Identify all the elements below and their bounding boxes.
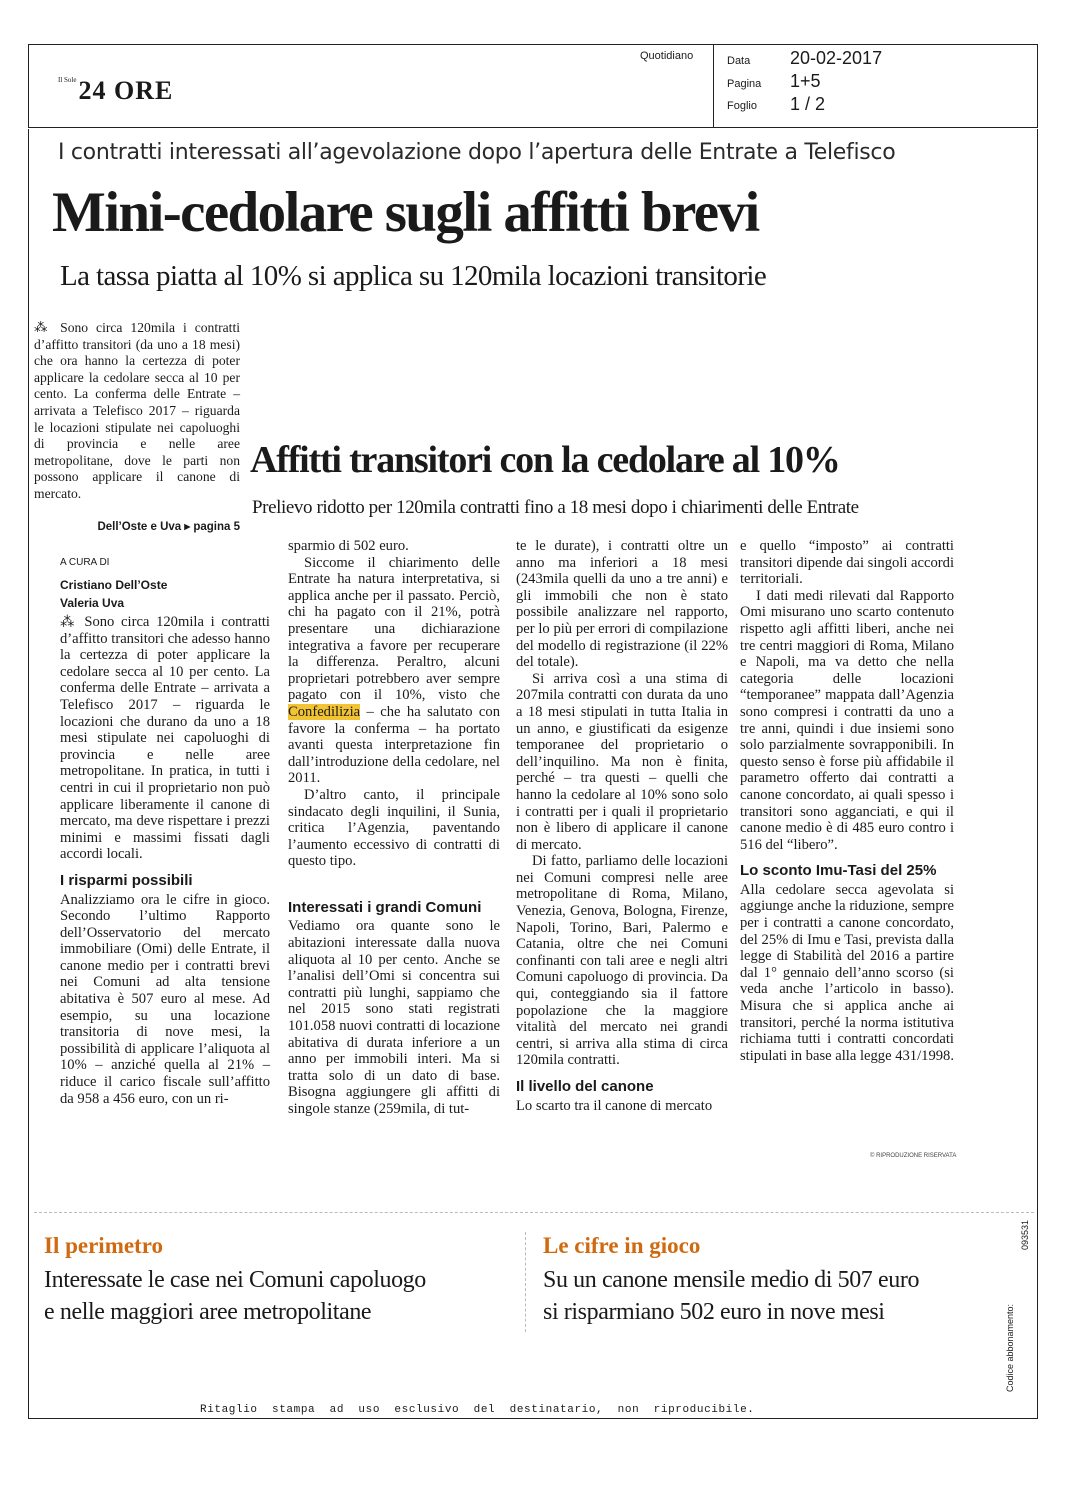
paragraph: Vediamo ora quante sono le abitazioni interessate dalla nuova aliquota al 10 per cento. Anche se l’analisi dell’Omi si concentra sui contratti più lunghi, sappiamo che nel 2015 sono stati registrati 101.058 nuovi contratti di locazione abitativa di durata inferiore a un anno per immobili interi. Ma si tratta solo di un dato di base. Bisogna aggiungere gli affitti di singole stanze (259mila, di tut- bbox=[288, 918, 500, 1117]
footer-disclaimer: Ritaglio stampa ad uso esclusivo del destinatario, non riproducibile. bbox=[200, 1404, 755, 1416]
author-2: Valeria Uva bbox=[60, 596, 125, 610]
bullet-icon: ⁂ bbox=[34, 320, 61, 335]
front-title: Mini-cedolare sugli affitti brevi bbox=[52, 181, 759, 244]
subscription-code: 093531 bbox=[1020, 1219, 1030, 1250]
paragraph: e quello “imposto” ai contratti transitori dipende dai singoli accordi territoriali. bbox=[740, 538, 954, 588]
foglio-value: 1 / 2 bbox=[790, 94, 826, 114]
author-1: Cristiano Dell’Oste bbox=[60, 578, 168, 592]
column-4 bbox=[740, 538, 954, 1064]
paragraph: Lo scarto tra il canone di mercato bbox=[516, 1097, 713, 1114]
box-left-line-1: Interessate le case nei Comuni capoluogo bbox=[44, 1267, 426, 1293]
article-subtitle: Prelievo ridotto per 120mila contratti fino a 18 mesi dopo i chiarimenti delle Entrate bbox=[252, 497, 859, 518]
paragraph: Analizziamo ora le cifre in gioco. Secondo l’ultimo Rapporto dell’Osservatorio del mercato immobiliare (Omi) delle Entrate, il canone medio per i contratti brevi nei Comuni ad alta tensione abitativa è 507 euro al mese. Ad esempio, su una locazione transitoria di nove mesi, la possibilità di applicare l’aliquota al 10% – anziché quella al 21% – riduce il carico fiscale sull’affitto da 958 a 456 euro, con un ri- bbox=[60, 891, 270, 1107]
separator-line bbox=[34, 1212, 1034, 1213]
column-3 bbox=[516, 538, 728, 1114]
highlighted-term: Confedilizia bbox=[288, 703, 361, 720]
paragraph: ⁂ Sono circa 120mila i contratti d’affitto transitori che adesso hanno la certezza di poter applicare la cedolare secca al 10 per cento. La conferma delle Entrate – arrivata a Telefisco 2017 – riguarda le locazioni che durano da uno a 18 mesi stipulate nei capoluoghi di provincia e nelle aree metropolitane. In pratica, in tutti i centri in cui il proprietario non può applicare liberamente il canone di mercato, ma deve rispettare i prezzi minimi e massimi fissati dagli accordi locali. bbox=[60, 614, 270, 863]
box-left-line-2: e nelle maggiori aree metropolitane bbox=[44, 1299, 372, 1325]
front-kicker: I contratti interessati all’agevolazione dopo l’apertura delle Entrate a Telefisco bbox=[58, 140, 896, 165]
subheading-canone: Il livello del canone bbox=[516, 1078, 654, 1095]
box-left-title: Il perimetro bbox=[44, 1233, 164, 1258]
subheading-comuni: Interessati i grandi Comuni bbox=[288, 898, 482, 916]
newspaper-logo: $^{Il Sole}$24 ORE bbox=[58, 76, 174, 105]
front-summary: ⁂ Sono circa 120mila i contratti d’affitto transitori (da uno a 18 mesi) che ora hanno la certezza di poter applicare la cedolare secca al 10 per cento. La conferma delle Entrate – arrivata a Telefisco 2017 – riguarda le locazioni stipulate nei capoluoghi di provincia e nelle aree metropolitane, dove le parti non possono applicare il canone di mercato. bbox=[34, 320, 240, 501]
paragraph: D’altro canto, il principale sindacato degli inquilini, il Sunia, critica l’Agenzia, paventando l’aumento eccessivo di contratti di questo tipo. bbox=[288, 786, 500, 870]
data-value: 20-02-2017 bbox=[790, 48, 883, 68]
box-right-line-2: si risparmiano 502 euro in nove mesi bbox=[543, 1299, 885, 1325]
quotidiano-label: Quotidiano bbox=[640, 50, 694, 62]
front-byline: Dell’Oste e Uva ▸ pagina 5 bbox=[97, 521, 240, 533]
foglio-label: Foglio bbox=[727, 100, 757, 112]
subheading-risparmi: I risparmi possibili bbox=[60, 871, 193, 889]
pagina-value: 1+5 bbox=[790, 71, 821, 91]
box-right-title: Le cifre in gioco bbox=[543, 1233, 701, 1258]
front-subtitle: La tassa piatta al 10% si applica su 120mila locazioni transitorie bbox=[60, 260, 767, 292]
column-1 bbox=[60, 614, 270, 1107]
article-title: Affitti transitori con la cedolare al 10% bbox=[250, 439, 840, 481]
paragraph: I dati medi rilevati dal Rapporto Omi misurano uno scarto contenuto rispetto agli affitti liberi, anche nei tre centri maggiori di Roma, Milano e Napoli, ma va detto che nella categoria delle locazioni “temporanee” mappata dall’Agenzia sono compresi i contratti da uno a tre anni, quindi i due insiemi sono solo parzialmente sovrapponibili. In questo senso è forse più affidabile il parametro offerto dai contratti a canone concordato, ai quali spesso i transitori sono agganciati, e qui il canone medio è di 485 euro contro i 516 del “libero”. bbox=[740, 587, 954, 853]
copyright-note: © RIPRODUZIONE RISERVATA bbox=[870, 1153, 957, 1159]
subheading-imu-tasi: Lo sconto Imu-Tasi del 25% bbox=[740, 862, 937, 880]
acura-label: A CURA DI bbox=[60, 557, 110, 568]
column-2 bbox=[288, 538, 500, 1118]
box-right-line-1: Su un canone mensile medio di 507 euro bbox=[543, 1267, 920, 1293]
paragraph: Si arriva così a una stima di 207mila contratti con durata da uno a 18 mesi stipulati in tutta Italia in un anno, e giustificati da esigenze temporanee del proprietario o dell’inquilino. Ma non è finita, perché – tra questi – quelli che hanno la cedolare al 10% sono solo i contratti per i quali il proprietario non è libero di applicare il canone di mercato. bbox=[516, 670, 728, 853]
pagina-label: Pagina bbox=[727, 78, 762, 90]
paragraph: te le durate), i contratti oltre un anno ma inferiori a 18 mesi (243mila quelli da uno a tre anni) e gli immobili che non è stato possibile analizzare nel rapporto, per lo più per errori di compilazione del modello di registrazione (il 22% del totale). bbox=[516, 538, 728, 671]
subscription-label: Codice abbonamento: bbox=[1005, 1303, 1015, 1392]
paragraph: Alla cedolare secca agevolata si aggiunge anche la riduzione, sempre per i contratti a canone concordato, del 25% di Imu e Tasi, prevista dalla legge di Stabilità del 2016 a partire dal 1° gennaio dell’anno scorso (si veda anche l’articolo in basso). Misura che si applica anche ai transitori, perché la norma istitutiva richiama tutti i contratti concordati stipulati in base alla legge 431/1998. bbox=[740, 881, 954, 1064]
paragraph: Siccome il chiarimento delle Entrate ha natura interpretativa, si applica anche per il passato. Perciò, chi ha pagato con il 21%, potrà presentare una dichiarazione integrativa a favore per recuperare la differenza. Peraltro, alcuni proprietari potrebbero aver sempre pagato con il 10%, visto che Confedilizia – che ha salutato con favore la conferma – ha portato avanti questa interpretazione fin dall’introduzione della cedolare, nel 2011. bbox=[288, 554, 500, 787]
box-divider bbox=[525, 1232, 526, 1332]
bullet-icon: ⁂ bbox=[60, 614, 85, 630]
data-label: Data bbox=[727, 55, 751, 67]
paragraph: sparmio di 502 euro. bbox=[288, 538, 409, 554]
paragraph: Di fatto, parliamo delle locazioni nei Comuni compresi nelle aree metropolitane di Roma, Milano, Venezia, Genova, Bologna, Firenze, Napoli, Torino, Bari, Palermo e Catania, oltre che nei Comuni confinanti con tali aree e negli altri Comuni capoluogo di provincia. Da qui, conteggiando sia il fattore popolazione che la maggiore vitalità del mercato nei grandi centri, si arriva alla stima di circa 120mila contratti. bbox=[516, 853, 728, 1069]
